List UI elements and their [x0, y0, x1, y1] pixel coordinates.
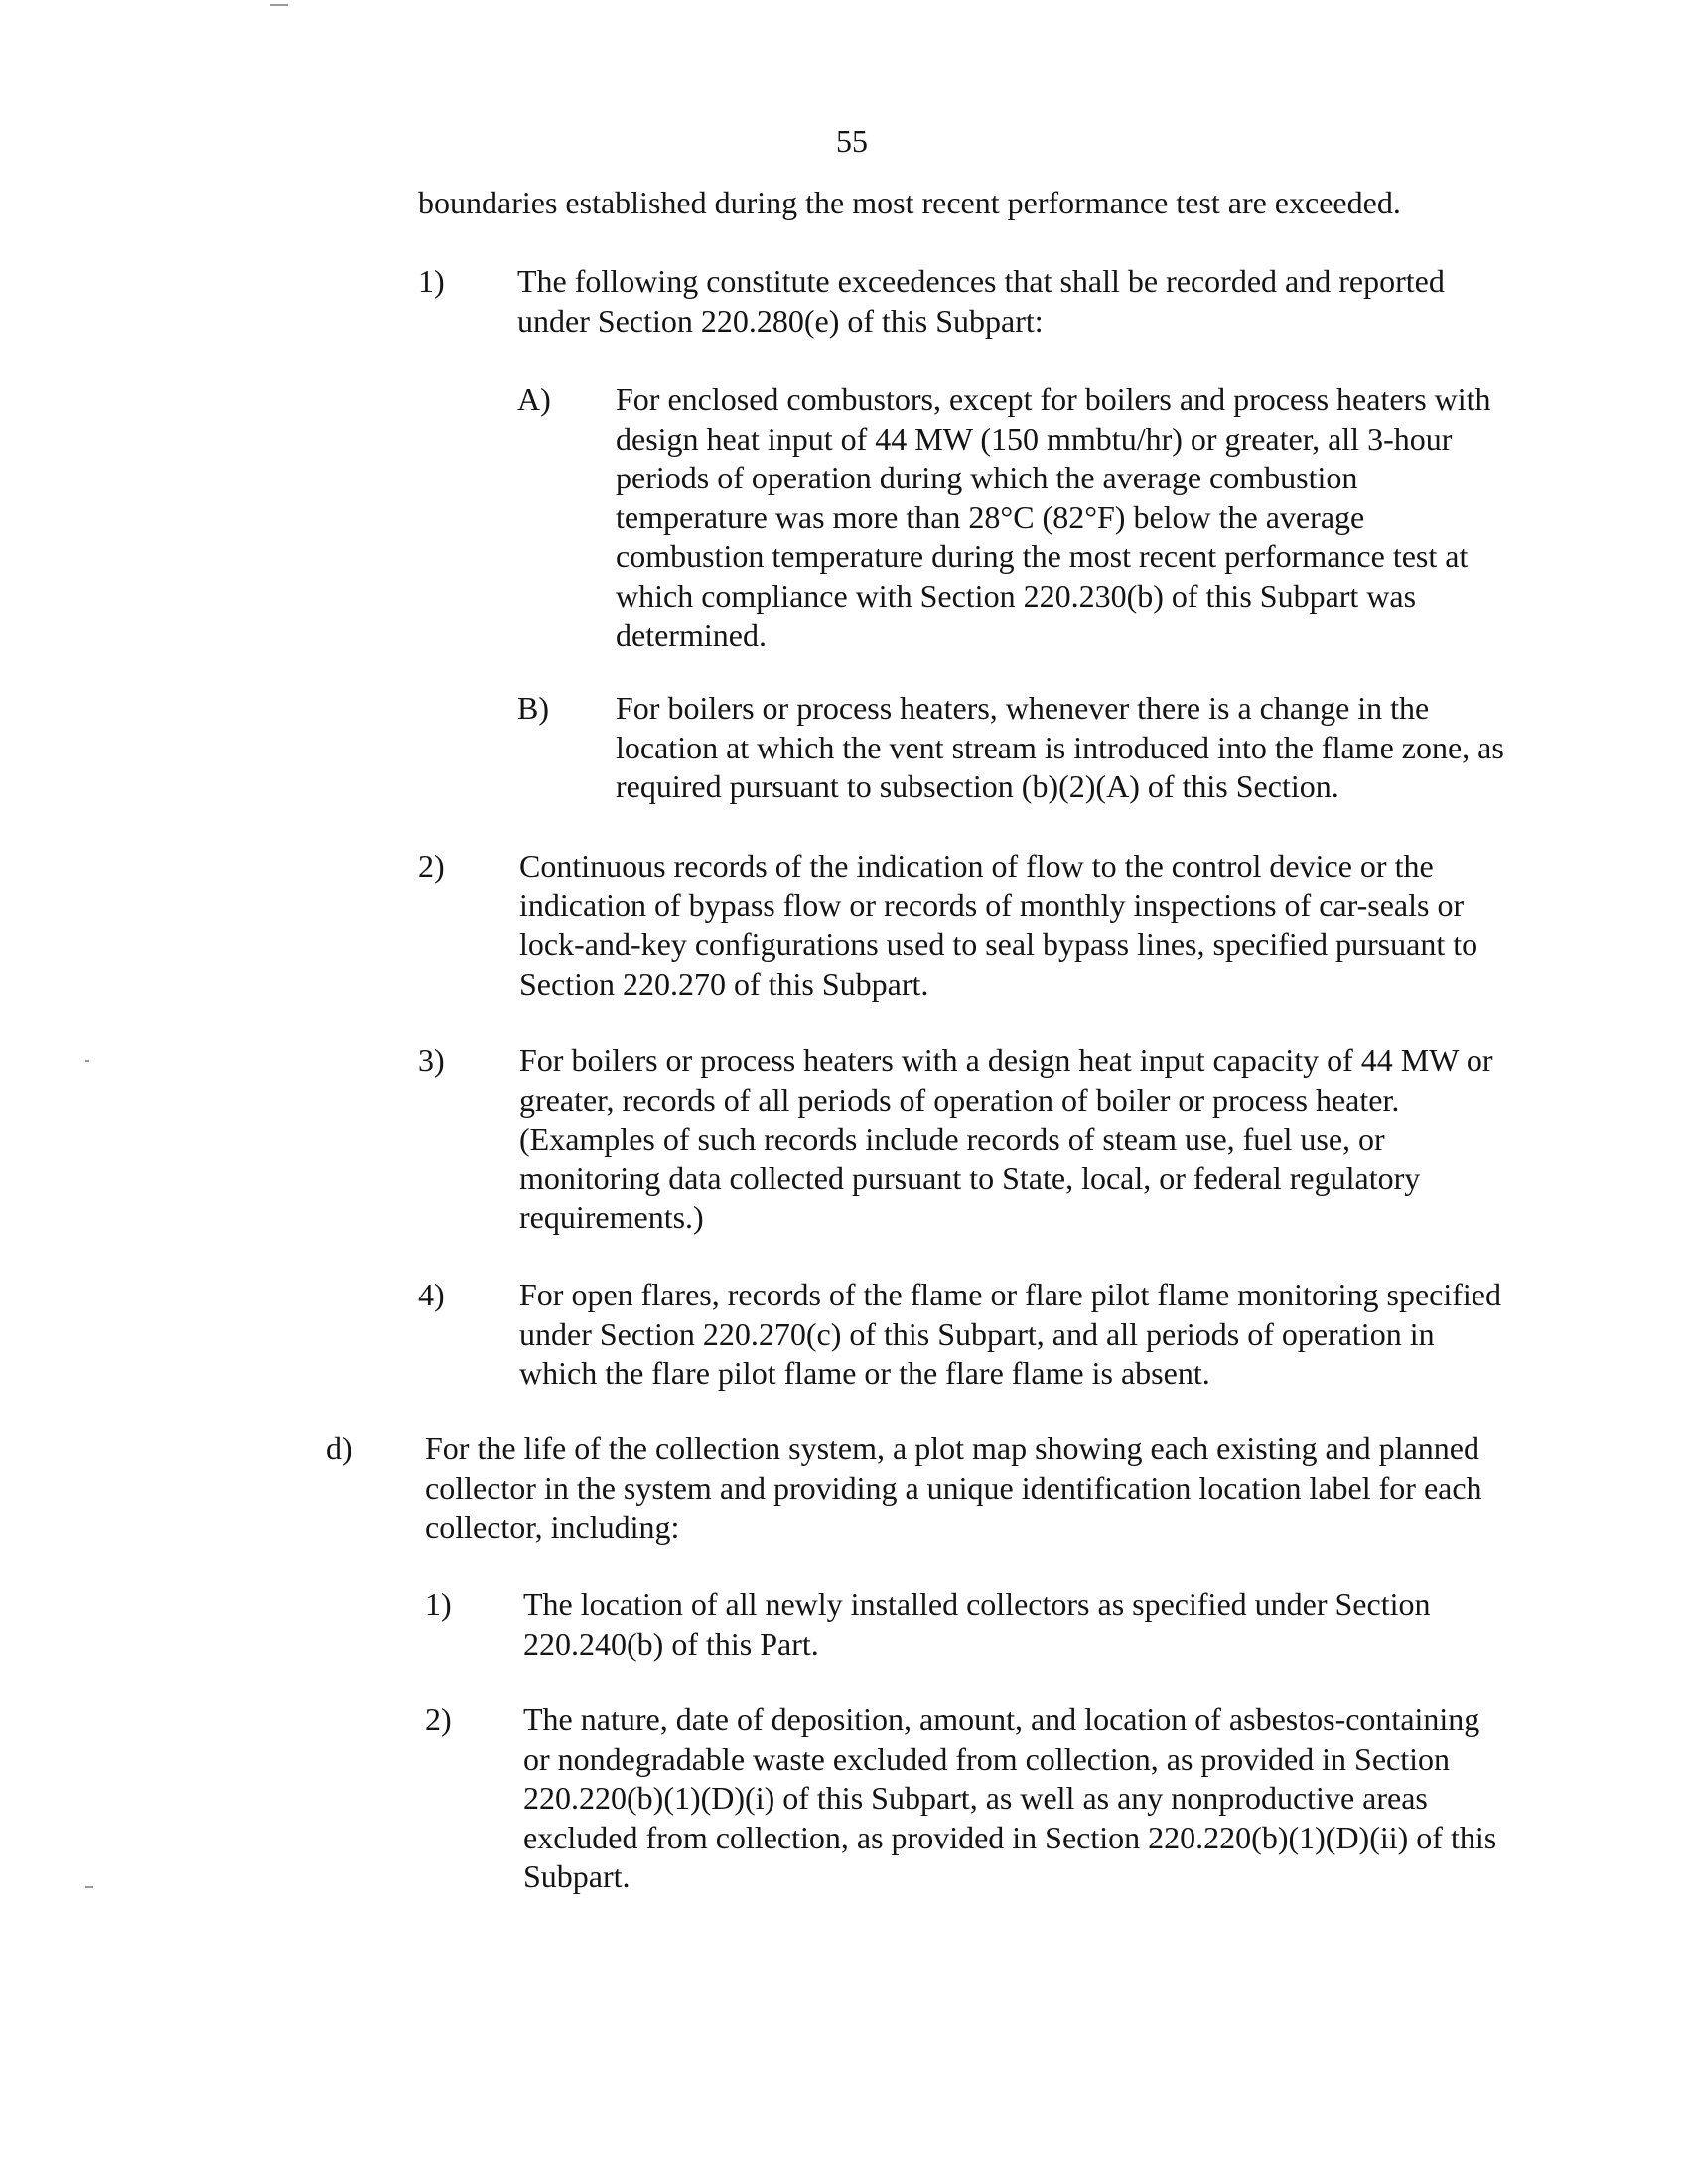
item-c1-marker: 1)	[418, 263, 445, 299]
item-c2-marker: 2)	[418, 848, 445, 884]
item-d2-marker: 2)	[425, 1702, 452, 1737]
item-c4-text: For open flares, records of the flame or flare pilot flame monitoring specified under Section 220.270(c) of this Subpart, and all periods of operation in which the flare pilot flame or the flare flame is absent.	[519, 1277, 1501, 1392]
item-c4-marker: 4)	[418, 1277, 445, 1312]
scan-artifact-left-low	[85, 1886, 93, 1888]
item-d-text: For the life of the collection system, a plot map showing each existing and planned collector in the system and providing a unique identification location label for each collector, including:	[425, 1431, 1482, 1546]
item-d1-text: The location of all newly installed collectors as specified under Section 220.240(b) of this Part.	[523, 1586, 1431, 1662]
scan-artifact-left-mid	[85, 1060, 89, 1062]
item-d-marker: d)	[326, 1431, 352, 1466]
item-c1-text: The following constitute exceedences that shall be recorded and reported under Section 220.280(e) of this Subpart:	[517, 263, 1445, 339]
item-c1-B-marker: B)	[517, 690, 549, 726]
item-d1-marker: 1)	[425, 1586, 452, 1622]
item-c3-text: For boilers or process heaters with a design heat input capacity of 44 MW or greater, records of all periods of operation of boiler or process heater. (Examples of such records include records of steam use, fuel use, or monitoring data collected pursuant to State, local, or federal regulatory requirements.)	[519, 1042, 1493, 1236]
item-c2-text: Continuous records of the indication of flow to the control device or the indication of bypass flow or records of monthly inspections of car-seals or lock-and-key configurations used to seal bypass lines, specified pursuant to Section 220.270 of this Subpart.	[519, 848, 1478, 1002]
item-c1-A-marker: A)	[517, 381, 551, 417]
continuation-text: boundaries established during the most recent performance test are exceeded.	[418, 185, 1401, 220]
item-c3-marker: 3)	[418, 1042, 445, 1078]
item-d2-text: The nature, date of deposition, amount, and location of asbestos-containing or nondegradable waste excluded from collection, as provided in Section 220.220(b)(1)(D)(i) of this Subpart, as well as any nonproductive areas excluded from collection, as provided in Section 220.220(b)(1)(D)(ii) of this Subpart.	[523, 1702, 1497, 1895]
item-c1-A-text: For enclosed combustors, except for boilers and process heaters with design heat input of 44 MW (150 mmbtu/hr) or greater, all 3-hour periods of operation during which the average combustion temperature was more than 28°C (82°F) below the average combustion temperature during the most recent performance test at which compliance with Section 220.230(b) of this Subpart was determined.	[616, 381, 1491, 653]
item-c1-B-text: For boilers or process heaters, whenever there is a change in the location at which the vent stream is introduced into the flame zone, as required pursuant to subsection (b)(2)(A) of this Section.	[616, 690, 1504, 805]
page-number: 55	[836, 123, 868, 159]
scan-artifact-top	[270, 4, 288, 6]
